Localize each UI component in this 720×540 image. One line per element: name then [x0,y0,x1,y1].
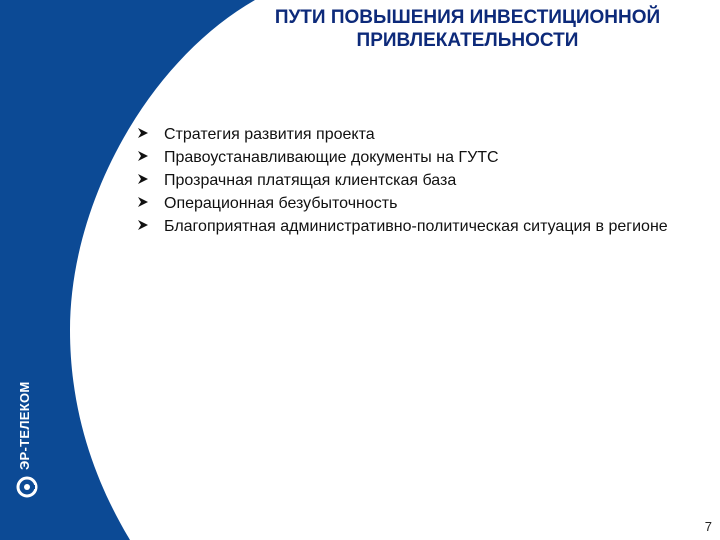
slide-title [215,6,720,52]
bullet-text: Правоустанавливающие документы на ГУТС [164,149,499,166]
bullet-item [136,124,676,145]
slide-title-line-2: ПРИВЛЕКАТЕЛЬНОСТИ [356,30,579,51]
arrow-bullet-icon [136,126,150,140]
company-logo-text: ЭР-ТЕЛЕКОМ [17,381,32,470]
bullet-item [136,216,676,237]
bullet-text: Стратегия развития проекта [164,126,375,143]
bullet-item [136,193,676,214]
bullet-list [136,124,676,239]
arrow-bullet-icon [136,195,150,209]
arrow-bullet-icon [136,218,150,232]
slide-title-line-1: ПУТИ ПОВЫШЕНИЯ ИНВЕСТИЦИОННОЙ [274,7,661,28]
bullet-item [136,170,676,191]
page-number: 7 [704,519,712,534]
arrow-bullet-icon [136,172,150,186]
bullet-text: Операционная безубыточность [164,195,398,212]
er-telecom-circle-logo-icon [16,476,38,498]
arrow-bullet-icon [136,149,150,163]
bullet-item [136,147,676,168]
bullet-text: Прозрачная платящая клиентская база [164,172,457,189]
bullet-text: Благоприятная административно-политическая ситуация в регионе [164,218,668,235]
